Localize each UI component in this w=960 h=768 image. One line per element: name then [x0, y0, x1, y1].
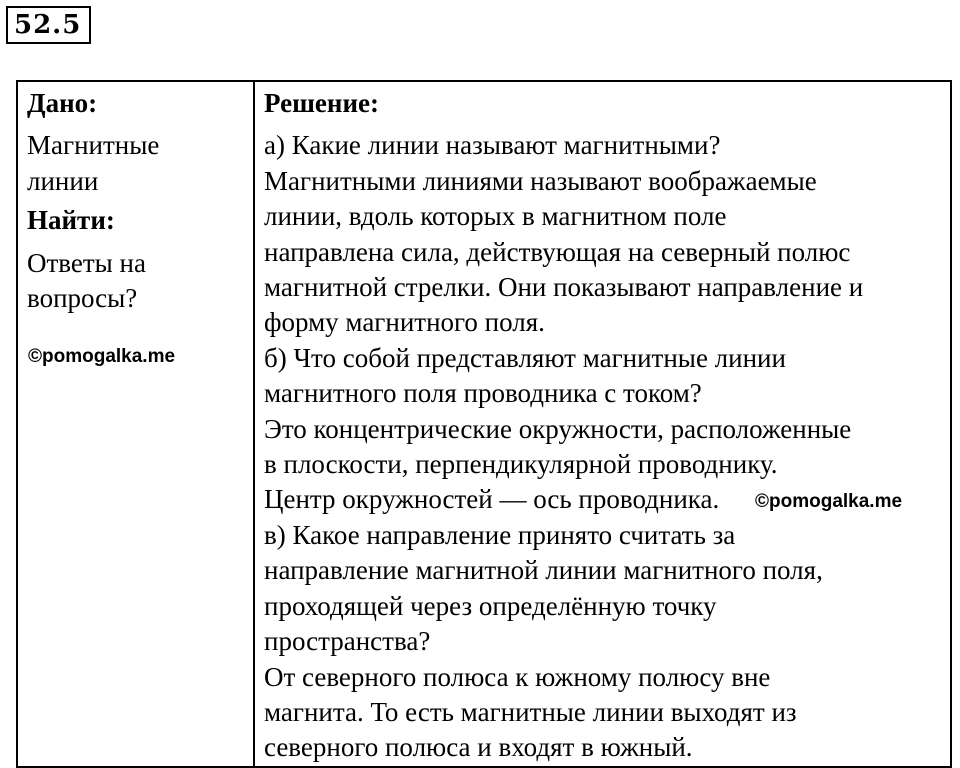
given-heading: Дано: — [27, 88, 98, 118]
solution-line: в) Какое направление принято считать за — [264, 519, 736, 550]
solution-line: пространства? — [264, 626, 431, 657]
solution-line: направление магнитной линии магнитного поля, — [264, 555, 823, 586]
solution-line: Магнитными линиями называют воображаемые — [264, 165, 817, 196]
given-column — [17, 81, 254, 767]
solution-line: б) Что собой представляют магнитные линии — [264, 342, 786, 373]
solution-line: в плоскости, перпендикулярной проводнику. — [264, 449, 778, 480]
solution-line: магнитного поля проводника с током? — [264, 378, 702, 409]
solution-line: линии, вдоль которых в магнитном поле — [264, 201, 727, 232]
problem-number: 52.5 — [6, 6, 91, 44]
solution-column — [254, 81, 951, 767]
solution-line: Центр окружностей — ось проводника. — [264, 484, 720, 515]
solution-line: магнитной стрелки. Они показывают направление и — [264, 272, 864, 303]
solution-table — [16, 80, 952, 768]
watermark-right: ©pomogalka.me — [755, 491, 903, 512]
solution-line: а) Какие линии называют магнитными? — [264, 130, 721, 161]
find-line: вопросы? — [27, 283, 138, 314]
solution-line: магнита. То есть магнитные линии выходят из — [264, 696, 797, 727]
solution-line: проходящей через определённую точку — [264, 590, 717, 621]
find-line: Ответы на — [27, 247, 146, 278]
solution-line: направлена сила, действующая на северный полюс — [264, 236, 851, 267]
solution-line: северного полюса и входят в южный. — [264, 732, 693, 763]
find-heading: Найти: — [27, 205, 115, 236]
given-line: Магнитные — [27, 130, 160, 161]
solution-line: Это концентрические окружности, расположенные — [264, 413, 852, 444]
solution-heading: Решение: — [264, 88, 379, 118]
solution-line: От северного полюса к южному полюсу вне — [264, 661, 771, 692]
given-line: линии — [27, 165, 99, 196]
solution-line: форму магнитного поля. — [264, 307, 545, 338]
watermark-left: ©pomogalka.me — [28, 346, 176, 367]
